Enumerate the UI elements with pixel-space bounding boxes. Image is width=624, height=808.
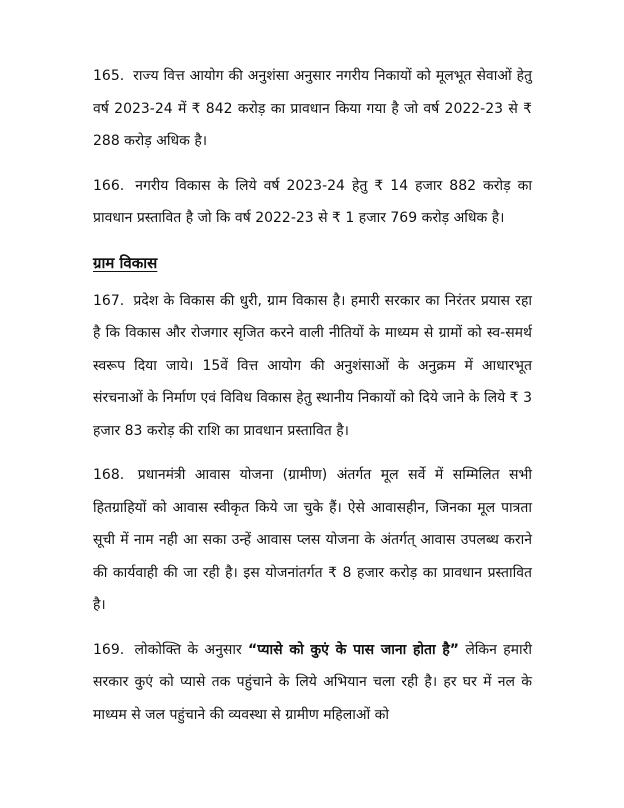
paragraph-number: 166. — [93, 177, 125, 194]
section-heading-gram-vikas: ग्राम विकास — [93, 253, 158, 272]
paragraph-166 — [93, 170, 532, 235]
paragraph-text-before: लोकोक्ति के अनुसार — [134, 641, 242, 658]
paragraph-number: 168. — [93, 467, 125, 483]
proverb-quote: “प्यासे को कुएं के पास जाना होता है” — [248, 641, 460, 658]
paragraph-number: 165. — [93, 68, 125, 84]
paragraph-text: नगरीय विकास के लिये वर्ष 2023-24 हेतु ₹ 14 हजार 882 करोड़ का प्रावधान प्रस्तावित है जो कि वर्ष 2022-23 से ₹ 1 हजार 769 करोड़ अधिक है। — [93, 177, 532, 226]
paragraph-text-after: लेकिन हमारी सरकार कुएं को प्यासे तक पहुंचाने के लिये अभियान चला रही है। हर घर में नल के माध्यम से जल पहुंचाने की व्यवस्था से ग्रामीण महिलाओं को — [93, 641, 533, 723]
paragraph-168 — [93, 459, 532, 622]
paragraph-text: प्रधानमंत्री आवास योजना (ग्रामीण) अंतर्गत मूल सर्वे में सम्मिलित सभी हितग्राहियों को आवास स्वीकृत किये जा चुके हैं। ऐसे आवासहीन, जिनका मूल पात्रता सूची में नाम नही आ सका उन्हें आवास प्लस योजना के अंतर्गत् आवास उपलब्ध कराने की कार्यवाही की जा रही है। इस योजनांतर्गत ₹ 8 हजार करोड़ का प्रावधान प्रस्तावित है। — [93, 467, 532, 613]
paragraph-169 — [93, 634, 532, 732]
paragraph-text: राज्य वित्त आयोग की अनुशंसा अनुसार नगरीय निकायों को मूलभूत सेवाओं हेतु वर्ष 2023-24 में ₹ 842 करोड़ का प्रावधान किया गया है जो वर्ष 2022-23 से ₹ 288 करोड़ अधिक है। — [93, 68, 533, 149]
paragraph-number: 167. — [93, 292, 125, 309]
paragraph-165 — [93, 60, 532, 158]
paragraph-number: 169. — [93, 641, 125, 658]
paragraph-167 — [93, 285, 532, 448]
paragraph-text: प्रदेश के विकास की धुरी, ग्राम विकास है। हमारी सरकार का निरंतर प्रयास रहा है कि विकास और रोजगार सृजित करने वाली नीतियों के माध्यम से ग्रामों को स्व-समर्थ स्वरूप दिया जाये। 15वें वित्त आयोग की अनुशंसाओं के अनुक्रम में आधारभूत संरचनाओं के निर्माण एवं विविध विकास हेतु स्थानीय निकायों को दिये जाने के लिये ₹ 3 हजार 83 करोड़ की राशि का प्रावधान प्रस्तावित है। — [93, 292, 532, 439]
